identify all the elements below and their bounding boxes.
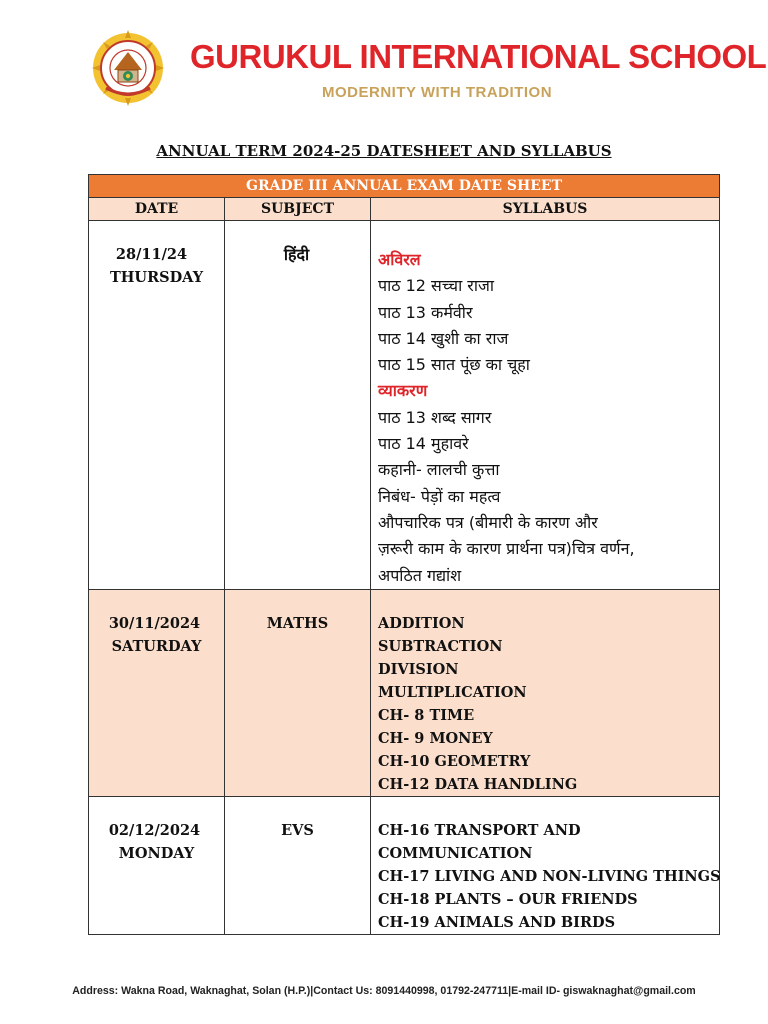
- exam-day: SATURDAY: [111, 637, 202, 655]
- school-logo-icon: [92, 30, 164, 106]
- date-cell: [89, 589, 225, 796]
- footer-contact: Address: Wakna Road, Waknaghat, Solan (H.P.)|Contact Us: 8091440998, 01792-247711|E-mail ID- giswaknaghat@gmail.com: [72, 985, 696, 997]
- date-cell: [89, 221, 225, 590]
- syllabus-item: पाठ 15 सात पूंछ का चूहा: [378, 355, 530, 375]
- syllabus-item: पाठ 13 कर्मवीर: [378, 302, 473, 322]
- syllabus-item: अपठित गद्यांश: [378, 565, 462, 585]
- date-cell: [89, 796, 225, 934]
- subject-cell: [225, 589, 371, 796]
- syllabus-item: COMMUNICATION: [378, 844, 533, 862]
- column-header-subject: SUBJECT: [225, 198, 371, 221]
- subject-name: MATHS: [266, 614, 329, 632]
- syllabus-item: CH-17 LIVING AND NON-LIVING THINGS: [378, 867, 721, 885]
- grade-heading: GRADE III ANNUAL EXAM DATE SHEET: [89, 175, 720, 198]
- exam-day: THURSDAY: [109, 269, 204, 286]
- syllabus-item: CH-16 TRANSPORT AND: [378, 821, 581, 839]
- exam-date: 28/11/24: [115, 246, 188, 263]
- subject-name: EVS: [281, 821, 314, 839]
- subject-name: हिंदी: [283, 245, 310, 264]
- column-header-syllabus: SYLLABUS: [371, 198, 720, 221]
- subject-cell: [225, 796, 371, 934]
- syllabus-item: CH- 9 MONEY: [378, 729, 493, 747]
- table-row: [89, 796, 720, 934]
- syllabus-item: औपचारिक पत्र (बीमारी के कारण और: [378, 512, 598, 532]
- syllabus-item: CH-18 PLANTS – OUR FRIENDS: [378, 890, 638, 908]
- exam-date: 02/12/2024: [108, 821, 201, 839]
- syllabus-cell: [371, 796, 720, 934]
- document-title: ANNUAL TERM 2024-25 DATESHEET AND SYLLABUS: [156, 142, 612, 160]
- column-header-date: DATE: [89, 198, 225, 221]
- syllabus-item: CH-19 ANIMALS AND BIRDS: [378, 913, 616, 931]
- syllabus-heading: अविरल: [378, 250, 421, 269]
- syllabus-item: CH-10 GEOMETRY: [378, 752, 531, 770]
- datesheet-table: [88, 174, 720, 935]
- syllabus-heading: व्याकरण: [378, 381, 428, 401]
- syllabus-item: ज़रूरी काम के कारण प्रार्थना पत्र)चित्र वर्णन,: [378, 539, 635, 559]
- syllabus-item: पाठ 12 सच्चा राजा: [378, 276, 495, 296]
- syllabus-item: DIVISION: [378, 660, 459, 678]
- exam-date: 30/11/2024: [108, 614, 201, 632]
- syllabus-cell: [371, 589, 720, 796]
- syllabus-item: निबंध- पेड़ों का महत्व: [378, 486, 501, 506]
- syllabus-item: ADDITION: [378, 614, 465, 632]
- exam-day: MONDAY: [118, 844, 195, 862]
- letterhead: [0, 0, 768, 120]
- syllabus-item: पाठ 13 शब्द सागर: [378, 407, 492, 427]
- table-row: [89, 221, 720, 590]
- table-row: [89, 589, 720, 796]
- school-tagline: MODERNITY WITH TRADITION: [322, 84, 553, 101]
- syllabus-item: पाठ 14 मुहावरे: [378, 434, 469, 454]
- syllabus-item: CH- 8 TIME: [378, 706, 475, 724]
- syllabus-item: कहानी- लालची कुत्ता: [378, 460, 500, 480]
- school-name: GURUKUL INTERNATIONAL SCHOOL: [190, 38, 767, 75]
- syllabus-item: CH-12 DATA HANDLING: [378, 775, 578, 793]
- subject-cell: [225, 221, 371, 590]
- syllabus-cell: [371, 221, 720, 590]
- syllabus-item: MULTIPLICATION: [378, 683, 527, 701]
- syllabus-item: SUBTRACTION: [378, 637, 503, 655]
- syllabus-item: पाठ 14 खुशी का राज: [378, 328, 509, 348]
